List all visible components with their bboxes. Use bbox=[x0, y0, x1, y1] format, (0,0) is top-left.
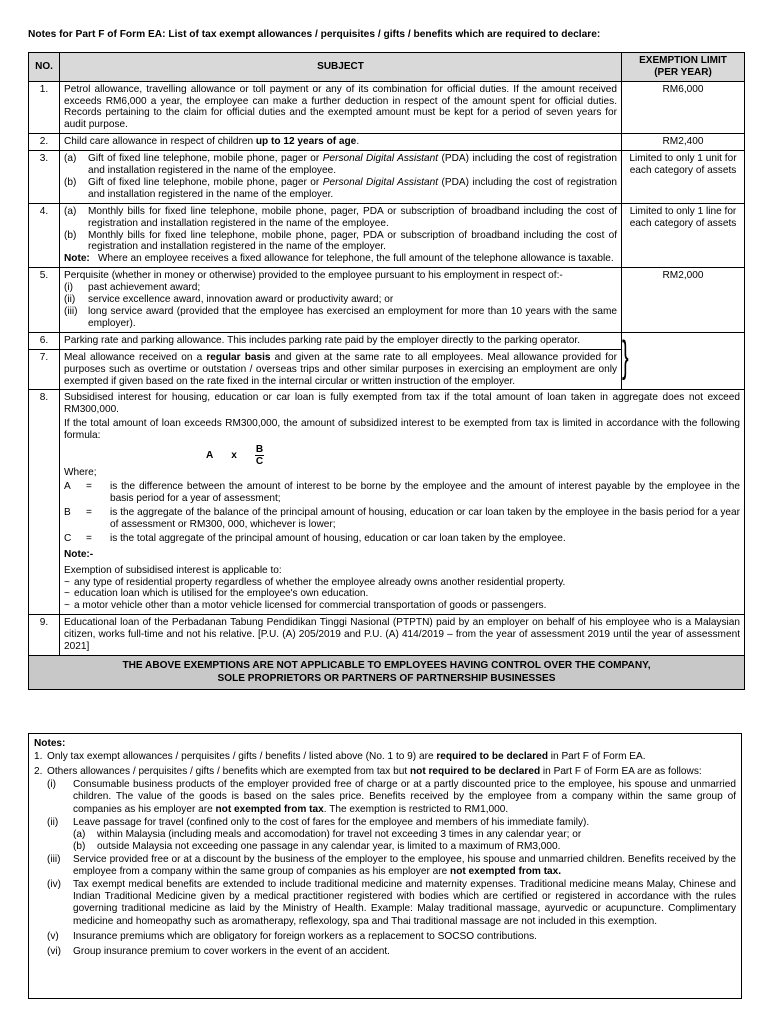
row-subject bbox=[60, 390, 745, 615]
note-subitem bbox=[47, 817, 736, 853]
row-subject bbox=[60, 151, 622, 204]
sub-marker: (ii) bbox=[64, 294, 76, 306]
row-limit-merged bbox=[622, 332, 745, 390]
table-row bbox=[29, 390, 745, 615]
sub-item bbox=[64, 206, 617, 230]
subitem-marker: (iii) bbox=[47, 853, 61, 865]
text: (PDA) including the cost of registration and installation registered in the name of the employee. bbox=[88, 153, 617, 177]
row-note bbox=[64, 253, 617, 265]
row-number: 6. bbox=[29, 332, 60, 349]
table-row bbox=[29, 268, 745, 333]
note-text bbox=[47, 751, 736, 763]
subitem-text bbox=[73, 817, 736, 853]
exemption-table bbox=[28, 52, 745, 690]
bold-text: regular basis bbox=[206, 351, 271, 363]
def-equals: = bbox=[86, 481, 92, 493]
option-marker: (b) bbox=[73, 840, 86, 852]
tilde-marker: ~ bbox=[64, 588, 70, 600]
sub-text: past achievement award; bbox=[88, 282, 201, 294]
tilde-item bbox=[64, 600, 740, 612]
row-limit: Limited to only 1 unit for each category of assets bbox=[622, 151, 745, 204]
italic-text: Personal Digital Assistant bbox=[322, 153, 439, 165]
row-limit: RM2,400 bbox=[622, 134, 745, 151]
row-subject: Parking rate and parking allowance. This includes parking rate paid by the employer directly to the parking operator. bbox=[60, 332, 622, 349]
sub-text bbox=[88, 177, 617, 201]
row-number: 3. bbox=[29, 151, 60, 204]
text: Consumable business products of the employer provided free of charge or at a partly discounted price to the employee, his spouse and unmarried children. The value of the goods is based on the sales price. Benefits received by the employee from a company within the same group of companies as his employer are bbox=[73, 779, 736, 815]
option-text: outside Malaysia not exceeding one passage in any calendar year, is limited to a maximum of RM3,000. bbox=[97, 840, 561, 852]
tilde-marker: ~ bbox=[64, 576, 70, 588]
option-marker: (a) bbox=[73, 828, 86, 840]
subitem-marker: (ii) bbox=[47, 816, 59, 828]
subitem-text bbox=[73, 779, 736, 815]
row-limit: RM2,000 bbox=[622, 268, 745, 333]
text: in Part F of Form EA. bbox=[547, 751, 646, 763]
def-text: is the total aggregate of the principal amount of housing, education or car loan taken by the employee. bbox=[110, 532, 566, 544]
subitem-text: Group insurance premium to cover workers in the event of an accident. bbox=[73, 945, 390, 957]
row-number: 5. bbox=[29, 268, 60, 333]
paragraph: If the total amount of loan exceeds RM300,000, the amount of subsidized interest to be exempted from tax is limited in accordance with the following formula: bbox=[64, 418, 740, 442]
row-subject bbox=[60, 134, 622, 151]
row-limit: Limited to only 1 line for each category of assets bbox=[622, 203, 745, 268]
row-limit: RM6,000 bbox=[622, 81, 745, 134]
sub-text: Monthly bills for fixed line telephone, mobile phone, pager, PDA or subscription of broadband including the cost of registration and installation registered in the name of the employee. bbox=[88, 205, 617, 229]
text: . The exemption is restricted to RM1,000. bbox=[323, 803, 509, 815]
text: (PDA) including the cost of registration and installation registered in the name of the employer. bbox=[88, 176, 617, 200]
header-limit: EXEMPTION LIMIT (PER YEAR) bbox=[622, 53, 745, 82]
subitem-text: Insurance premiums which are obligatory for foreign workers as a replacement to SOCSO contributions. bbox=[73, 930, 537, 942]
header-subject: SUBJECT bbox=[60, 53, 622, 82]
subitem-marker: (iv) bbox=[47, 879, 62, 891]
text: and given at the same rate to all employees. Meal allowance provided for purposes such as overtime or outstation / overseas trips and other similar purposes in exercising an employment are only exempted if given based on the rate fixed in the internal circular or written instruction of the employer. bbox=[64, 351, 617, 387]
banner-line: SOLE PROPRIETORS OR PARTNERS OF PARTNERSHIP BUSINESSES bbox=[217, 672, 556, 684]
notes-heading: Notes: bbox=[34, 738, 66, 749]
def-text: is the difference between the amount of interest to be borne by the employee and the amount of interest payable by the employee in the basis period for a year of assessment; bbox=[110, 481, 740, 505]
text: Meal allowance received on a bbox=[64, 351, 207, 363]
table-row bbox=[29, 134, 745, 151]
text: Child care allowance in respect of children bbox=[64, 136, 256, 148]
merged-limit bbox=[622, 331, 740, 381]
banner-line: THE ABOVE EXEMPTIONS ARE NOT APPLICABLE TO EMPLOYEES HAVING CONTROL OVER THE COMPANY, bbox=[122, 659, 651, 671]
text: Only tax exempt allowances / perquisites / gifts / benefits / listed above (No. 1 to 9) are bbox=[47, 751, 437, 763]
sub-marker: (b) bbox=[64, 229, 77, 241]
note-subitem bbox=[47, 879, 736, 927]
tilde-marker: ~ bbox=[64, 600, 70, 612]
tilde-item bbox=[64, 588, 740, 600]
def-key: C bbox=[64, 532, 72, 544]
definition-item bbox=[64, 533, 740, 545]
bold-text: Note:- bbox=[64, 548, 94, 560]
note-subitem bbox=[47, 854, 736, 878]
note-label bbox=[64, 549, 740, 561]
sub-item bbox=[64, 177, 617, 201]
tilde-text: education loan which is utilised for the employee's own education. bbox=[74, 588, 369, 600]
note-marker: 2. bbox=[34, 766, 43, 778]
table-row bbox=[29, 332, 745, 349]
row-number: 9. bbox=[29, 615, 60, 656]
definitions bbox=[64, 481, 740, 545]
table-row bbox=[29, 203, 745, 268]
sub-marker: (b) bbox=[64, 176, 77, 188]
formula-fraction bbox=[255, 444, 264, 467]
text: Gift of fixed line telephone, mobile phone, pager or bbox=[88, 176, 323, 188]
row-subject bbox=[60, 203, 622, 268]
def-key: A bbox=[64, 481, 71, 493]
italic-text: Personal Digital Assistant bbox=[322, 176, 439, 188]
text: Service provided free or at a discount by the business of the employer to the employee, his spouse and unmarried children. Benefits received by the employee from a company within the same group of companies as his employer are bbox=[73, 853, 736, 878]
formula-denominator: C bbox=[255, 456, 264, 468]
row-subject bbox=[60, 268, 622, 333]
formula-times: x bbox=[231, 449, 237, 461]
sub-marker: (i) bbox=[64, 282, 73, 294]
row-number: 2. bbox=[29, 134, 60, 151]
note-marker: 1. bbox=[34, 751, 43, 763]
note-subitem bbox=[47, 946, 736, 958]
definition-item bbox=[64, 507, 740, 531]
text: Gift of fixed line telephone, mobile phone, pager or bbox=[88, 153, 323, 165]
banner-row bbox=[29, 655, 745, 689]
row-intro: Perquisite (whether in money or otherwise) provided to the employee pursuant to his employment in respect of:- bbox=[64, 270, 563, 282]
row-subject: Educational loan of the Perbadanan Tabung Pendidikan Tinggi Nasional (PTPTN) paid by an employer on behalf of his employee who is a Malaysian citizen, works full-time and not his relative. [P.U. (A) 205/2019 and P.U. (A) 414/2019 – from the year of assessment 2019 until the year of assessment 2021] bbox=[60, 615, 745, 656]
brace-icon: } bbox=[622, 331, 629, 381]
sub-item bbox=[64, 282, 617, 294]
table-row bbox=[29, 151, 745, 204]
sub-item bbox=[64, 306, 617, 330]
tilde-item bbox=[64, 577, 740, 589]
row-subject: Petrol allowance, travelling allowance or toll payment or any of its combination for official duties. If the amount received exceeds RM6,000 a year, the employee can make a further deduction in respect of the amount spent for official duties. Records pertaining to the claim for official duties and the exempted amount must be kept for a period of seven years for audit purpose. bbox=[60, 81, 622, 134]
row-number: 1. bbox=[29, 81, 60, 134]
sub-item bbox=[64, 230, 617, 254]
table-header-row bbox=[29, 53, 745, 82]
def-text: is the aggregate of the balance of the principal amount of housing, education or car loan taken by the employee in the basis period for a year of assessment or RM300, 000, whichever is lower; bbox=[110, 506, 740, 530]
formula bbox=[206, 444, 740, 467]
tilde-text: a motor vehicle other than a motor vehicle licensed for commercial transportation of goods or passengers. bbox=[74, 600, 547, 612]
note-subitem bbox=[47, 931, 736, 943]
def-equals: = bbox=[86, 532, 92, 544]
text: . bbox=[356, 136, 360, 148]
bold-text: not exempted from tax bbox=[215, 803, 324, 815]
note-intro: Exemption of subsidised interest is applicable to: bbox=[64, 564, 282, 576]
row-number: 7. bbox=[29, 349, 60, 390]
subitem-marker: (v) bbox=[47, 930, 59, 942]
subitem-option bbox=[73, 829, 736, 841]
exclusion-banner bbox=[29, 655, 745, 689]
sub-item bbox=[64, 294, 617, 306]
sub-item bbox=[64, 153, 617, 177]
sub-text: Monthly bills for fixed line telephone, mobile phone, pager, PDA or subscription of broadband including the cost of registration and installation registered in the name of the employer. bbox=[88, 229, 617, 253]
table-row bbox=[29, 615, 745, 656]
where-label: Where; bbox=[64, 467, 97, 479]
notes-box bbox=[28, 733, 742, 999]
bold-text: not required to be declared bbox=[410, 766, 541, 778]
option-text: within Malaysia (including meals and accomodation) for travel not exceeding 3 times in any calendar year; or bbox=[97, 828, 582, 840]
note-item bbox=[34, 766, 736, 778]
formula-numerator: B bbox=[255, 444, 264, 456]
row-subject bbox=[60, 349, 622, 390]
tilde-text: any type of residential property regardless of whether the employee already owns another residential property. bbox=[74, 576, 566, 588]
formula-a: A bbox=[206, 449, 214, 461]
text: Leave passage for travel (confined only to the cost of fares for the employee and members of his immediate family). bbox=[73, 816, 590, 828]
text: in Part F of Form EA are as follows: bbox=[540, 766, 702, 778]
sub-text: long service award (provided that the employee has exercised an employment for more than 10 years with the same employer). bbox=[88, 306, 617, 329]
bold-text: required to be declared bbox=[436, 751, 548, 763]
note-text bbox=[47, 766, 736, 778]
sub-text bbox=[88, 153, 617, 177]
definition-item bbox=[64, 481, 740, 505]
sub-marker: (a) bbox=[64, 153, 77, 165]
note-text: Where an employee receives a fixed allowance for telephone, the full amount of the telephone allowance is taxable. bbox=[98, 253, 614, 265]
subitem-option bbox=[73, 841, 736, 853]
def-key: B bbox=[64, 506, 71, 518]
subitem-marker: (vi) bbox=[47, 945, 62, 957]
table-row bbox=[29, 81, 745, 134]
subitem-marker: (i) bbox=[47, 779, 56, 791]
row-number: 8. bbox=[29, 390, 60, 615]
sub-text: service excellence award, innovation award or productivity award; or bbox=[88, 294, 394, 306]
page-title: Notes for Part F of Form EA: List of tax exempt allowances / perquisites / gifts / benefits which are required to declare: bbox=[28, 29, 601, 40]
paragraph: Subsidised interest for housing, education or car loan is fully exempted from tax if the total amount of loan taken in aggregate does not exceed RM300,000. bbox=[64, 392, 740, 416]
subitem-text bbox=[73, 854, 736, 878]
bold-text: up to 12 years of age bbox=[255, 136, 357, 148]
bold-text: not exempted from tax. bbox=[450, 866, 562, 878]
note-label: Note: bbox=[64, 253, 90, 265]
sub-marker: (iii) bbox=[64, 306, 78, 317]
note-subitem bbox=[47, 779, 736, 815]
sub-marker: (a) bbox=[64, 205, 77, 217]
def-equals: = bbox=[86, 506, 92, 518]
header-no: NO. bbox=[29, 53, 60, 82]
text: Others allowances / perquisites / gifts / benefits which are exempted from tax but bbox=[47, 766, 410, 778]
row-number: 4. bbox=[29, 203, 60, 268]
subitem-text: Tax exempt medical benefits are extended to include traditional medicine and maternity expenses. Traditional medicine means Malay, Chinese and Indian Traditional Medicine given by a medical practitioner registered with bodies which are certified or registered in accordance with the rules governing traditional medicine as laid by the Ministry of Health. Example: Malay traditional massage, ayurvedic or acupuncture. Complimentary medicine and homeopathy such as aromatherapy, reflexology, spa and Thai traditional massage are not included in this exemption. bbox=[73, 879, 736, 927]
note-item bbox=[34, 751, 736, 763]
